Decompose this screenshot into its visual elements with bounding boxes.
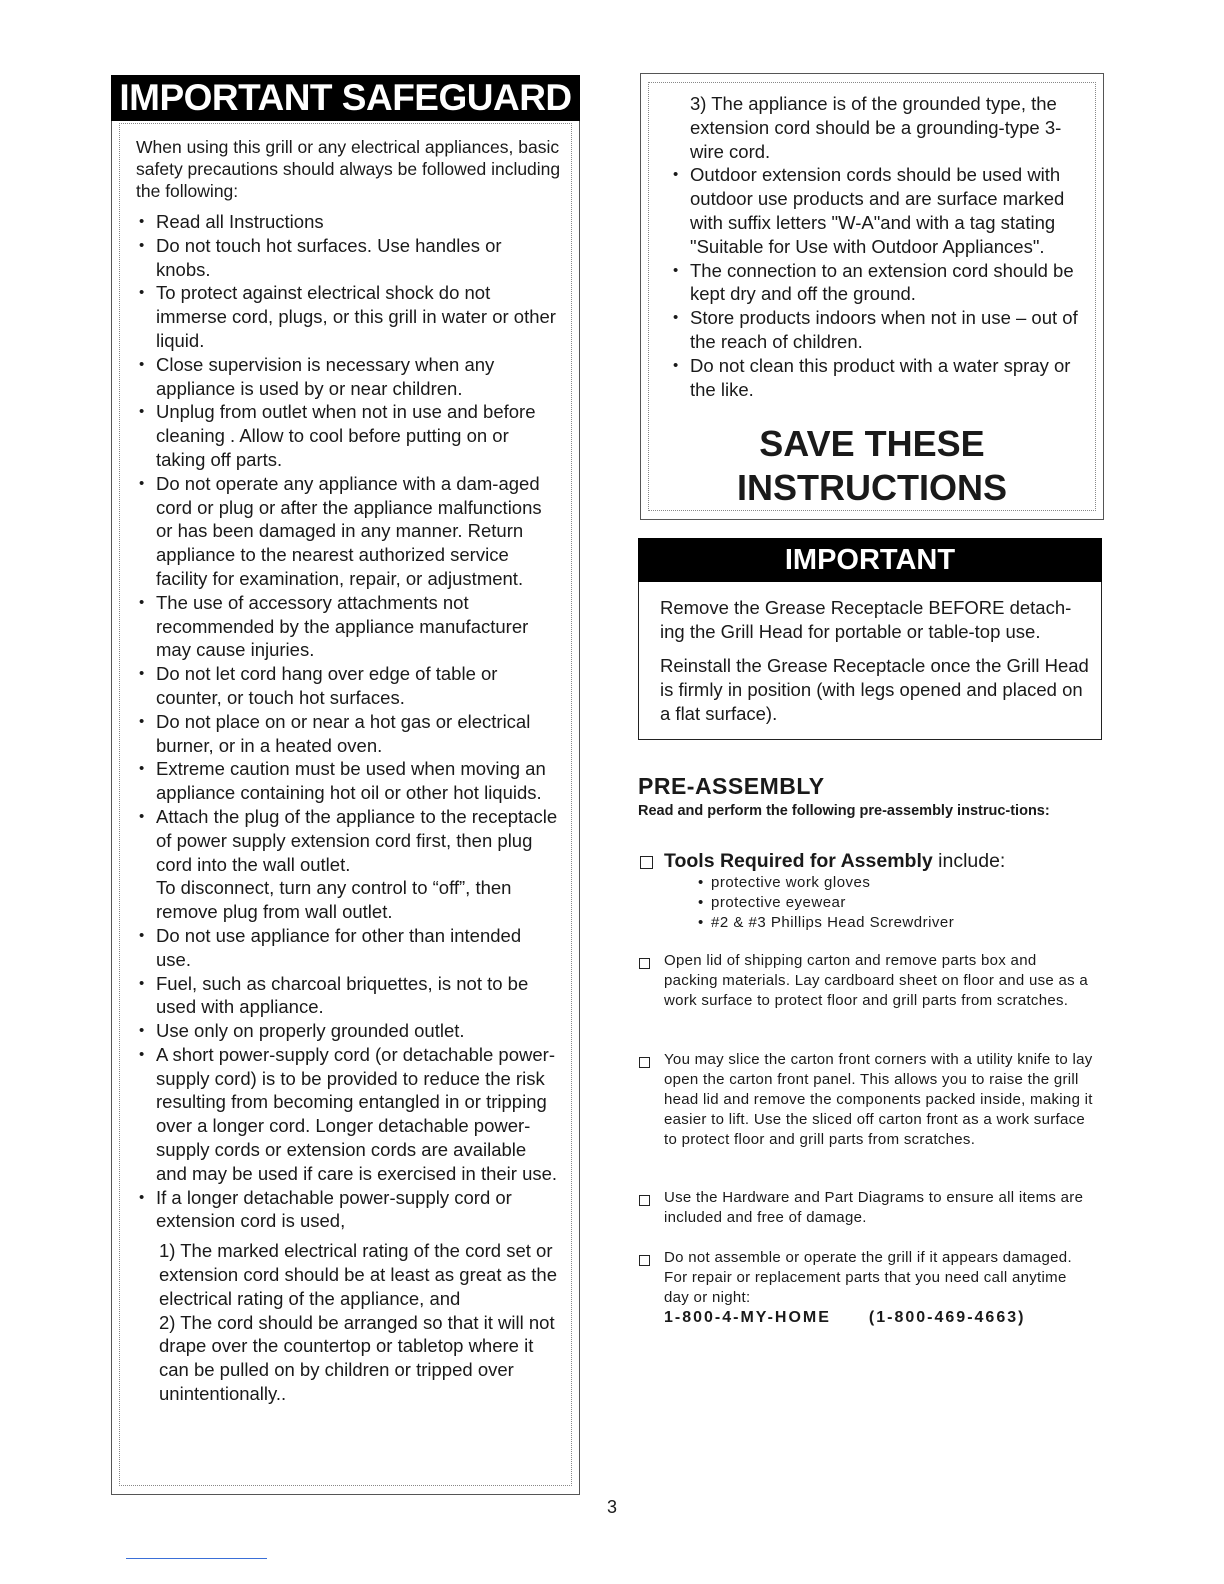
tool-item: • #2 & #3 Phillips Head Screwdriver <box>698 913 954 933</box>
step-checkbox[interactable] <box>639 1255 650 1266</box>
safeguard-item: • To protect against electrical shock do not immerse cord, plugs, or this grill in water or other liquid. <box>136 281 561 352</box>
safeguard-item: • Do not use appliance for other than intended use. <box>136 924 561 972</box>
safeguard-sub-item: 2) The cord should be arranged so that it will not drape over the countertop or tabletop where it can be pulled on by children or tripped over unintentionally.. <box>159 1311 555 1405</box>
safeguard-item: • The use of accessory attachments not recommended by the appliance manufacturer may cause injuries. <box>136 591 561 662</box>
safeguard-item: • A short power-supply cord (or detachable power-supply cord) is to be provided to reduce the risk resulting from becoming entangled in or tripping over a longer cord. Longer detachable power-supply cords or extension cords are available and may be used if care is exercised in their use. <box>136 1043 561 1186</box>
tools-heading <box>664 849 1005 873</box>
phone-line <box>664 1308 1094 1328</box>
phone-digits: (1-800-469-4663) <box>868 1309 1026 1326</box>
disconnect-note: To disconnect, turn any control to “off”, then remove plug from wall outlet. <box>156 877 512 923</box>
extension-list <box>670 163 1090 401</box>
tools-checkbox[interactable] <box>640 856 653 869</box>
safeguard-item: • Fuel, such as charcoal briquettes, is not to be used with appliance. <box>136 972 561 1020</box>
important-title: IMPORTANT <box>638 538 1102 582</box>
step-do-not-assemble <box>664 1248 1094 1328</box>
save-line-1: SAVE THESE <box>759 423 985 464</box>
step-open-carton: Open lid of shipping carton and remove parts box and packing materials. Lay cardboard sheet on floor and use as a work surface to protect floor and grill parts from scratches. <box>664 952 1089 1009</box>
safeguard-item <box>136 805 561 924</box>
footer-rule <box>126 1558 267 1559</box>
extension-item: • Store products indoors when not in use – out of the reach of children. <box>670 306 1090 354</box>
extension-item: • The connection to an extension cord should be kept dry and off the ground. <box>670 259 1090 307</box>
safeguard-sub-item: 1) The marked electrical rating of the cord set or extension cord should be at least as great as the electrical rating of the appliance, and <box>159 1240 558 1309</box>
pre-assembly-subtitle: Read and perform the following pre-assembly instruc-tions: <box>638 803 1050 819</box>
important-text <box>660 596 1092 736</box>
safeguard-item: • Use only on properly grounded outlet. <box>136 1019 561 1043</box>
save-line-2: INSTRUCTIONS <box>737 467 1007 508</box>
step-check-hardware: Use the Hardware and Part Diagrams to ensure all items are included and free of damage. <box>664 1189 1084 1226</box>
important-para-1: Remove the Grease Receptacle BEFORE detach-ing the Grill Head for portable or table-top use. <box>660 597 1072 642</box>
safeguard-item: • Extreme caution must be used when moving an appliance containing hot oil or other hot liquids. <box>136 757 561 805</box>
step-checkbox[interactable] <box>639 958 650 969</box>
safeguard-title: IMPORTANT SAFEGUARD <box>111 75 580 121</box>
extension-item: • Outdoor extension cords should be used with outdoor use products and are surface marked with suffix letters "W-A"and with a tag stating "Suitable for Use with Outdoor Appliances". <box>670 163 1090 258</box>
safeguard-item: • Do not place on or near a hot gas or electrical burner, or in a heated oven. <box>136 710 561 758</box>
page-number: 3 <box>606 1497 617 1517</box>
safeguard-item: • Read all Instructions <box>136 210 561 234</box>
safeguard-intro: When using this grill or any electrical appliances, basic safety precautions should always be followed including the following: <box>136 137 561 201</box>
important-para-2: Reinstall the Grease Receptacle once the Grill Head is firmly in position (with legs opened and placed on a flat surface). <box>660 655 1089 724</box>
step-checkbox[interactable] <box>639 1057 650 1068</box>
safeguard-item-text: Attach the plug of the appliance to the receptacle of power supply extension cord first, then plug cord into the wall outlet. <box>156 805 558 875</box>
safeguard-item: • Do not operate any appliance with a dam-aged cord or plug or after the appliance malfunctions or has been damaged in any manner. Return appliance to the nearest authorized service facility for examination, repair, or adjustment. <box>136 472 561 591</box>
tools-list <box>698 873 954 933</box>
save-instructions-title <box>640 422 1104 510</box>
step-do-not-assemble-text: Do not assemble or operate the grill if it appears damaged. For repair or replacement parts that you need call anytime day or night: <box>664 1249 1072 1306</box>
pre-assembly-title: PRE-ASSEMBLY <box>638 773 825 799</box>
safeguard-item: • Do not let cord hang over edge of table or counter, or touch hot surfaces. <box>136 662 561 710</box>
extension-item-3: 3) The appliance is of the grounded type, the extension cord should be a grounding-type 3-wire cord. <box>690 93 1062 162</box>
tools-heading-bold: Tools Required for Assembly <box>664 850 933 872</box>
extension-text <box>670 92 1090 401</box>
safeguard-item: • Close supervision is necessary when any appliance is used by or near children. <box>136 353 561 401</box>
tools-heading-rest: include: <box>932 850 1006 872</box>
tool-item: • protective work gloves <box>698 873 954 893</box>
safeguard-item: • If a longer detachable power-supply cord or extension cord is used, <box>136 1186 561 1234</box>
safeguard-item: • Unplug from outlet when not in use and before cleaning . Allow to cool before putting on or taking off parts. <box>136 400 561 471</box>
tool-item: • protective eyewear <box>698 893 954 913</box>
step-checkbox[interactable] <box>639 1195 650 1206</box>
safeguard-list <box>136 210 561 1406</box>
step-slice-carton: You may slice the carton front corners with a utility knife to lay open the carton front panel. This allows you to raise the grill head lid and remove the components packed inside, making it easier to lift. Use the sliced off carton front as a work surface to protect floor and grill parts from scratches. <box>664 1051 1093 1148</box>
phone-words: 1-800-4-MY-HOME <box>664 1309 831 1326</box>
extension-item: • Do not clean this product with a water spray or the like. <box>670 354 1090 402</box>
safeguard-item: • Do not touch hot surfaces. Use handles or knobs. <box>136 234 561 282</box>
